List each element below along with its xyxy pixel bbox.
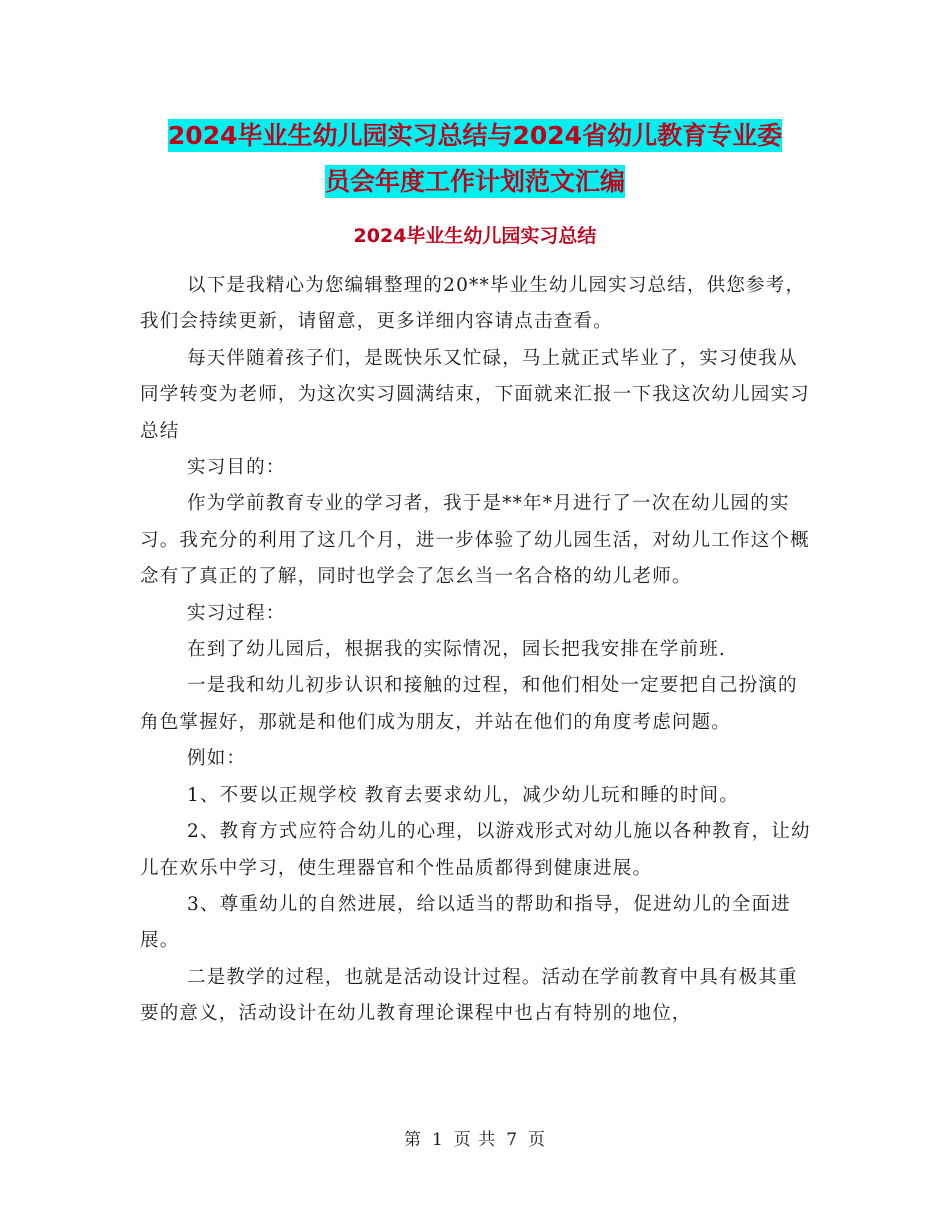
paragraph: 1、不要以正规学校 教育去要求幼儿，减少幼儿玩和睡的时间。 xyxy=(187,784,739,806)
document-title xyxy=(0,113,950,205)
paragraph: 在到了幼儿园后，根据我的实际情况，园长把我安排在学前班. xyxy=(187,639,726,661)
document-body xyxy=(140,268,812,1033)
paragraph: 实习过程： xyxy=(187,602,286,624)
paragraph: 以下是我精心为您编辑整理的20**毕业生幼儿园实习总结，供您参考，我们会持续更新，请留意，更多详细内容请点击查看。 xyxy=(140,275,806,333)
page-footer xyxy=(0,1128,950,1152)
footer-suffix: 页 xyxy=(528,1130,547,1150)
footer-middle: 页 共 xyxy=(453,1130,497,1150)
paragraph: 作为学前教育专业的学习者，我于是**年*月进行了一次在幼儿园的实习。我充分的利用了这几个月，进一步体验了幼儿园生活，对幼儿工作这个概念有了真正的了解，同时也学会了怎幺当一名合格的幼儿老师。 xyxy=(140,493,810,588)
page-number: 1 xyxy=(431,1130,444,1150)
paragraph: 实习目的： xyxy=(187,457,286,479)
title-line-2: 员会年度工作计划范文汇编 xyxy=(324,167,625,196)
paragraph: 2、教育方式应符合幼儿的心理，以游戏形式对幼儿施以各种教育，让幼儿在欢乐中学习，使生理器官和个性品质都得到健康进展。 xyxy=(140,821,811,879)
paragraph: 例如： xyxy=(187,748,247,770)
page-total: 7 xyxy=(506,1130,519,1150)
section-title: 2024毕业生幼儿园实习总结 xyxy=(353,225,597,247)
paragraph: 3、尊重幼儿的自然进展，给以适当的帮助和指导，促进幼儿的全面进展。 xyxy=(140,893,791,952)
paragraph: 二是教学的过程，也就是活动设计过程。活动在学前教育中具有极其重要的意义，活动设计在幼儿教育理论课程中也占有特别的地位， xyxy=(140,966,798,1025)
footer-prefix: 第 xyxy=(403,1130,422,1150)
paragraph: 每天伴随着孩子们，是既快乐又忙碌，马上就正式毕业了，实习使我从同学转变为老师，为这次实习圆满结束，下面就来汇报一下我这次幼儿园实习总结 xyxy=(140,347,810,442)
paragraph: 一是我和幼儿初步认识和接触的过程，和他们相处一定要把自己扮演的角色掌握好，那就是和他们成为朋友，并站在他们的角度考虑问题。 xyxy=(140,675,798,733)
title-line-1: 2024毕业生幼儿园实习总结与2024省幼儿教育专业委 xyxy=(167,121,783,150)
